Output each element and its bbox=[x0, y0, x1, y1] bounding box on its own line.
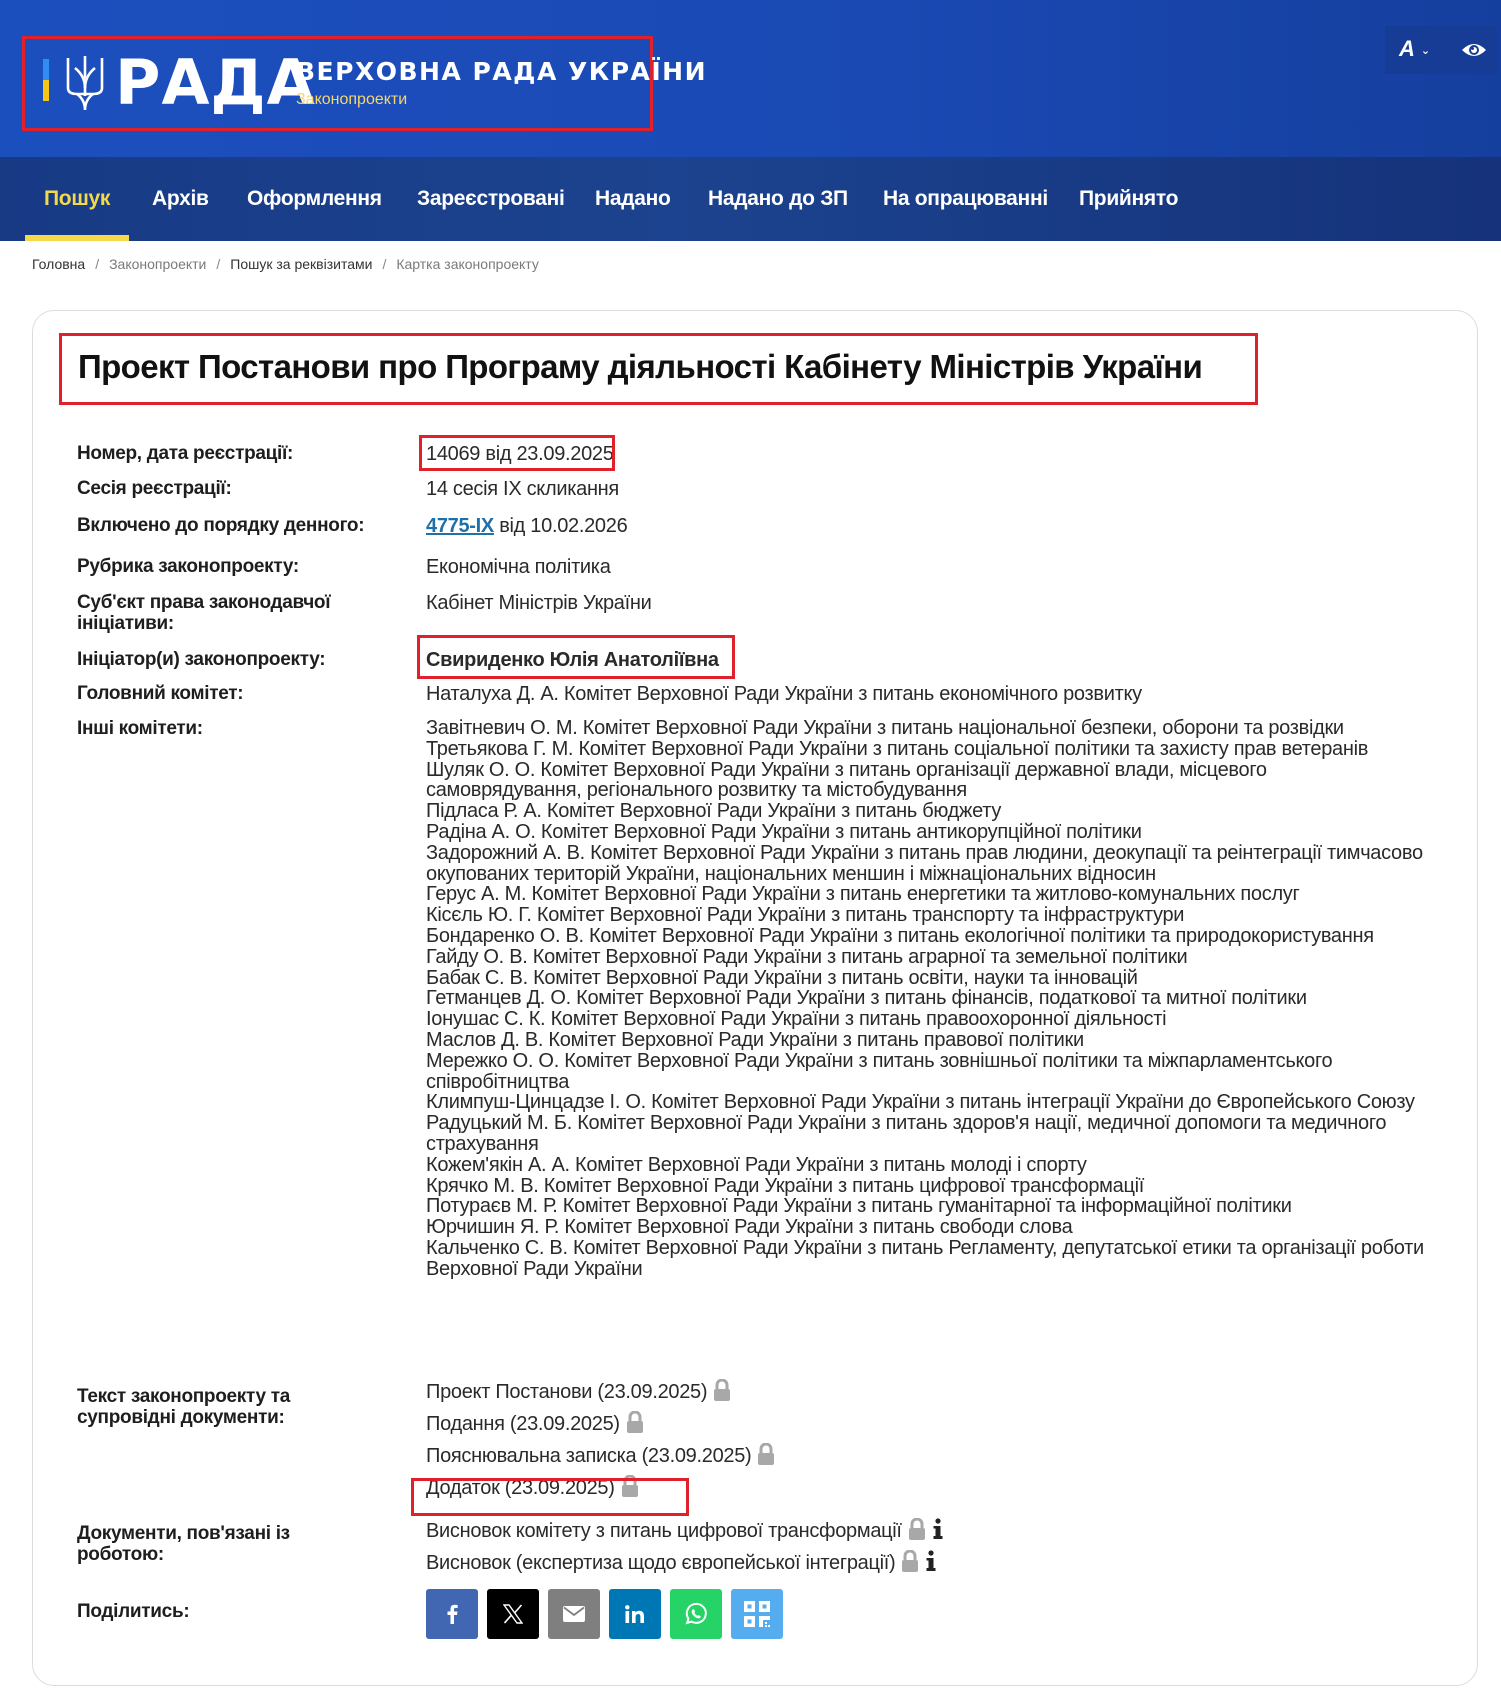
list-item: Потураєв М. Р. Комітет Верховної Ради України з питань гуманітарної та інформаційної політики bbox=[426, 1195, 1292, 1218]
list-item: Підласа Р. А. Комітет Верховної Ради України з питань бюджету bbox=[426, 800, 1002, 823]
nav-item-registered[interactable]: Зареєстровані bbox=[417, 187, 565, 210]
lock-icon bbox=[908, 1518, 926, 1540]
lock-icon bbox=[626, 1411, 644, 1433]
field-label: Сесія реєстрації: bbox=[77, 478, 232, 499]
share-email-button[interactable] bbox=[548, 1589, 600, 1639]
agenda-value bbox=[426, 515, 1436, 538]
share-buttons bbox=[426, 1589, 783, 1639]
breadcrumb-current: Картка законопроекту bbox=[396, 256, 539, 272]
list-item: Гайду О. В. Комітет Верховної Ради України з питань аграрної та земельної політики bbox=[426, 945, 1188, 968]
field-label: Рубрика законопроекту: bbox=[77, 556, 299, 577]
registration-number-date: 14069 від 23.09.2025 bbox=[426, 443, 614, 465]
lock-icon bbox=[713, 1379, 731, 1401]
document-name: Проект Постанови (23.09.2025) bbox=[426, 1381, 708, 1403]
list-item: Бондаренко О. В. Комітет Верховної Ради України з питань екологічної політики та природокористування bbox=[426, 924, 1374, 947]
share-whatsapp-button[interactable] bbox=[670, 1589, 722, 1639]
page-title: Проект Постанови про Програму діяльності Кабінету Міністрів України bbox=[78, 348, 1203, 385]
main-nav bbox=[0, 157, 1501, 241]
x-icon bbox=[503, 1604, 523, 1624]
linkedin-icon bbox=[625, 1605, 645, 1623]
nav-item-archive[interactable]: Архів bbox=[152, 187, 209, 210]
list-item: Климпуш-Цинцадзе І. О. Комітет Верховної Ради України з питань інтеграції України до Європейського Союзу bbox=[426, 1091, 1415, 1114]
agenda-link[interactable]: 4775-IX bbox=[426, 515, 494, 537]
logo-rada-text: РАДА bbox=[115, 46, 316, 119]
nav-item-submitted-zp[interactable]: Надано до ЗП bbox=[708, 187, 848, 210]
info-icon[interactable] bbox=[925, 1550, 937, 1572]
share-qr-code-button[interactable] bbox=[731, 1589, 783, 1639]
related-document-link[interactable] bbox=[426, 1515, 1436, 1547]
list-item: Кожем'якін А. А. Комітет Верховної Ради України з питань молоді і спорту bbox=[426, 1153, 1087, 1176]
share-linkedin-button[interactable] bbox=[609, 1589, 661, 1639]
rubric-value: Економічна політика bbox=[426, 556, 611, 578]
list-item: Кальченко С. В. Комітет Верховної Ради України з питань Регламенту, депутатської етики та організації роботи Верховної Ради України bbox=[426, 1236, 1424, 1280]
related-documents-list bbox=[426, 1515, 1436, 1579]
accessibility-toolbar bbox=[1385, 26, 1497, 74]
list-item: Кісєль Ю. Г. Комітет Верховної Ради України з питань транспорту та інфраструктури bbox=[426, 904, 1185, 927]
other-committees-list bbox=[426, 718, 1426, 1280]
list-item: Бабак С. В. Комітет Верховної Ради України з питань освіти, науки та інновацій bbox=[426, 966, 1138, 989]
bill-card bbox=[32, 310, 1478, 1686]
field-label: Номер, дата реєстрації: bbox=[77, 443, 294, 464]
list-item: Завітневич О. М. Комітет Верховної Ради України з питань національної безпеки, оборони та розвідки bbox=[426, 717, 1344, 739]
field-label: Інші комітети: bbox=[77, 718, 203, 739]
breadcrumb-separator: / bbox=[216, 256, 221, 272]
lock-icon bbox=[757, 1443, 775, 1465]
field-label: Документи, пов'язані із роботою: bbox=[77, 1523, 290, 1565]
initiator-value: Свириденко Юлія Анатоліївна bbox=[426, 649, 719, 671]
number-highlight bbox=[419, 435, 615, 471]
document-name: Пояснювальна записка (23.09.2025) bbox=[426, 1445, 752, 1467]
list-item: Мережко О. О. Комітет Верховної Ради України з питань зовнішньої політики та міжпарламентського співробітництва bbox=[426, 1049, 1333, 1093]
list-item: Крячко М. В. Комітет Верховної Ради України з питань цифрової трансформації bbox=[426, 1174, 1145, 1197]
font-size-button[interactable] bbox=[1399, 36, 1430, 62]
nav-item-submitted[interactable]: Надано bbox=[595, 187, 671, 210]
field-label: Ініціатор(и) законопроекту: bbox=[77, 649, 326, 670]
document-name: Додаток (23.09.2025) bbox=[426, 1477, 615, 1499]
breadcrumb-separator: / bbox=[95, 256, 100, 272]
whatsapp-icon bbox=[684, 1602, 708, 1626]
field-label: Суб'єкт права законодавчої ініціативи: bbox=[77, 592, 331, 634]
list-item: Юрчишин Я. Р. Комітет Верховної Ради України з питань свободи слова bbox=[426, 1216, 1073, 1239]
trident-icon bbox=[65, 54, 105, 112]
list-item: Шуляк О. О. Комітет Верховної Ради України з питань організації державної влади, місцевого самоврядування, регіонального розвитку та містобудування bbox=[426, 758, 1267, 802]
site-logo-link[interactable] bbox=[22, 36, 708, 131]
nav-item-adopted[interactable]: Прийнято bbox=[1079, 187, 1179, 210]
site-title: ВЕРХОВНА РАДА УКРАЇНИ bbox=[296, 57, 708, 86]
document-name: Висновок комітету з питань цифрової трансформації bbox=[426, 1520, 902, 1542]
qr-code-icon bbox=[744, 1601, 770, 1627]
document-link[interactable] bbox=[426, 1408, 1436, 1440]
list-item: Третьякова Г. М. Комітет Верховної Ради України з питань соціальної політики та захисту прав ветеранів bbox=[426, 737, 1369, 760]
subject-value: Кабінет Міністрів України bbox=[426, 592, 652, 614]
field-label: Текст законопроекту та супровідні документи: bbox=[77, 1386, 291, 1428]
facebook-icon bbox=[446, 1604, 458, 1624]
breadcrumb bbox=[32, 256, 539, 272]
lock-icon bbox=[901, 1550, 919, 1572]
initiator-highlight bbox=[417, 635, 735, 679]
addendum-highlight bbox=[411, 1478, 689, 1516]
list-item: Маслов Д. В. Комітет Верховної Ради України з питань правової політики bbox=[426, 1028, 1084, 1051]
share-facebook-button[interactable] bbox=[426, 1589, 478, 1639]
list-item: Гетманцев Д. О. Комітет Верховної Ради України з питань фінансів, податкової та митної політики bbox=[426, 987, 1307, 1010]
nav-item-processing[interactable]: На опрацюванні bbox=[883, 187, 1048, 210]
title-highlight bbox=[59, 333, 1258, 405]
flag-icon bbox=[43, 59, 49, 101]
envelope-icon bbox=[563, 1606, 585, 1622]
document-link[interactable] bbox=[426, 1440, 1436, 1472]
site-header bbox=[0, 0, 1501, 157]
field-label: Поділитись: bbox=[77, 1601, 190, 1622]
nav-item-search[interactable]: Пошук bbox=[44, 157, 110, 241]
info-icon[interactable] bbox=[932, 1518, 944, 1540]
related-document-link[interactable] bbox=[426, 1547, 1436, 1579]
agenda-date: від 10.02.2026 bbox=[493, 515, 628, 537]
document-link[interactable] bbox=[426, 1376, 1436, 1408]
share-x-button[interactable] bbox=[487, 1589, 539, 1639]
list-item: Іонушас С. К. Комітет Верховної Ради України з питань правоохоронної діяльності bbox=[426, 1008, 1167, 1031]
breadcrumb-bills[interactable]: Законопроекти bbox=[109, 256, 207, 272]
list-item: Радуцький М. Б. Комітет Верховної Ради України з питань здоров'я нації, медичної допомоги та медичного страхування bbox=[426, 1112, 1387, 1155]
session-value: 14 сесія IX скликання bbox=[426, 478, 619, 500]
breadcrumb-home[interactable]: Головна bbox=[32, 256, 86, 272]
chevron-down-icon: ⌄ bbox=[1420, 44, 1431, 57]
eye-icon[interactable] bbox=[1461, 39, 1487, 61]
main-committee-value: Наталуха Д. А. Комітет Верховної Ради України з питань економічного розвитку bbox=[426, 683, 1142, 705]
nav-item-drafting[interactable]: Оформлення bbox=[247, 187, 382, 210]
breadcrumb-search[interactable]: Пошук за реквізитами bbox=[230, 256, 373, 272]
field-label: Головний комітет: bbox=[77, 683, 244, 704]
font-size-label: A bbox=[1399, 36, 1415, 61]
field-label: Включено до порядку денного: bbox=[77, 515, 365, 536]
site-subtitle: Законопроекти bbox=[296, 91, 408, 108]
breadcrumb-separator: / bbox=[382, 256, 387, 272]
list-item: Радіна А. О. Комітет Верховної Ради України з питань антикорупційної політики bbox=[426, 820, 1142, 843]
document-name: Висновок (експертиза щодо європейської інтеграції) bbox=[426, 1552, 896, 1574]
list-item: Задорожний А. В. Комітет Верховної Ради України з питань прав людини, деокупації та реінтеграції тимчасово окупованих територій України, національних меншин і міжнаціональних відносин bbox=[426, 841, 1423, 885]
list-item: Герус А. М. Комітет Верховної Ради України з питань енергетики та житлово-комунальних послуг bbox=[426, 883, 1300, 906]
document-name: Подання (23.09.2025) bbox=[426, 1413, 620, 1435]
